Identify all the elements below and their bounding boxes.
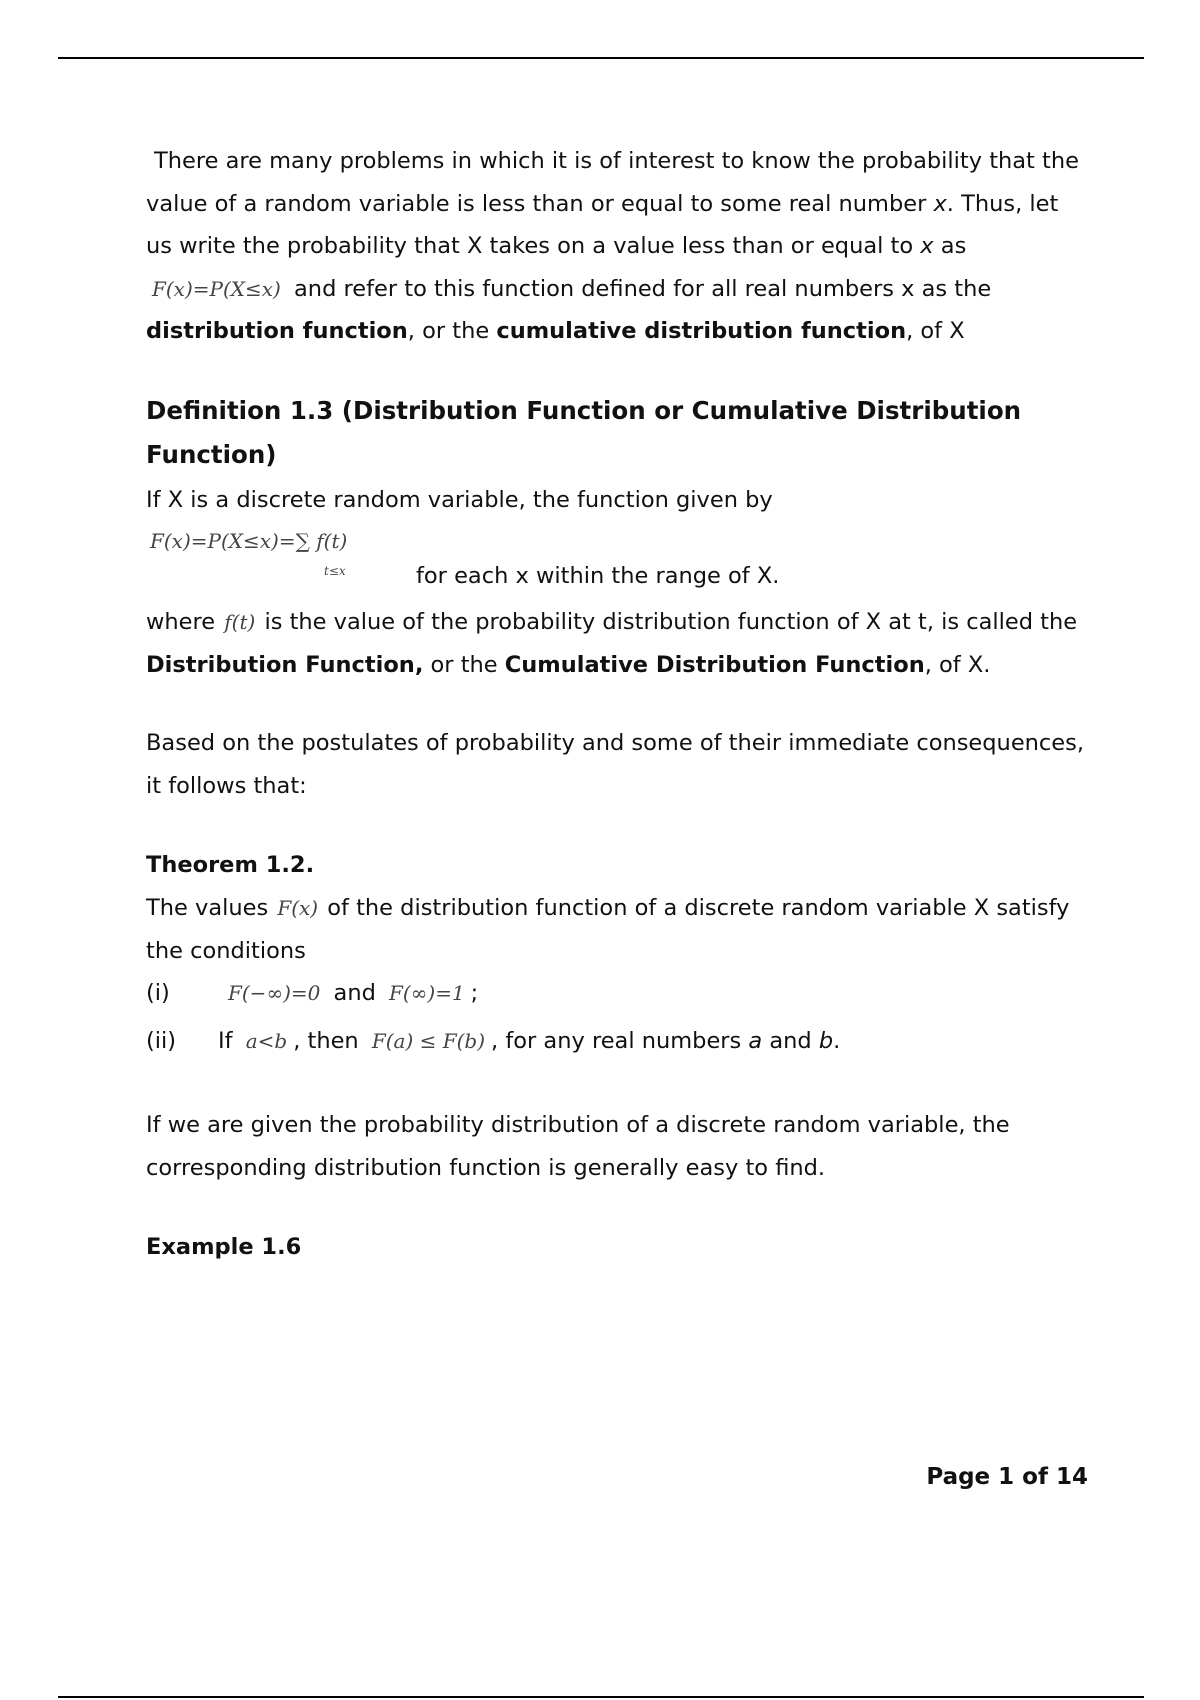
theorem-heading: Theorem 1.2. [146, 852, 315, 878]
definition-heading: Definition 1.3 (Distribution Function or Cumulative Distribution Function) [146, 395, 1022, 469]
theorem-intro: The values F(x) of the distribution function of a discrete random variable X satisfy the conditions [146, 895, 1070, 964]
definition-where: where f(t) is the value of the probability distribution function of X at t, is called the Distribution Function, or the Cumulative Distribution Function, of X. [146, 609, 1078, 678]
fx-formula: F(x) [277, 896, 319, 920]
sum-formula: F(x)=P(X≤x)=∑ f(t) [150, 529, 348, 553]
condition-number: (i) [146, 980, 170, 1006]
theorem-condition-2: (ii) If a<b , then F(a) ≤ F(b) , for any real numbers a and b. [146, 1020, 1091, 1068]
condition-formula: a<b [245, 1029, 288, 1053]
condition-formula: F(a) ≤ F(b) [371, 1029, 486, 1053]
definition-lead: If X is a discrete random variable, the function given by [146, 486, 773, 513]
bottom-rule [58, 1696, 1144, 1698]
closing-paragraph: If we are given the probability distribution of a discrete random variable, the corresponding distribution function is generally easy to find. [146, 1112, 1010, 1181]
cdf-formula: F(x)=P(X≤x) [152, 276, 281, 301]
example-heading: Example 1.6 [146, 1234, 302, 1260]
sum-formula-text: for each x within the range of X. [416, 563, 780, 589]
condition-number: (ii) [146, 1028, 177, 1054]
intro-formula-paragraph: F(x)=P(X≤x) and refer to this function defined for all real numbers x as the distribution function, or the cumulative distribution function, of X [146, 275, 992, 344]
condition-formula: F(−∞)=0 [228, 981, 321, 1005]
postulates-paragraph: Based on the postulates of probability and some of their immediate consequences, it follows that: [146, 730, 1085, 799]
ft-formula: f(t) [224, 610, 256, 634]
page-number: Page 1 of 14 [926, 1464, 1088, 1490]
sum-subscript: t≤x [324, 564, 346, 578]
intro-paragraph: There are many problems in which it is of interest to know the probability that the value of a random variable is less than or equal to some real number x. Thus, let us write the probability that X takes on a value less than or equal to x as [146, 148, 1079, 259]
page-content [146, 140, 1091, 1269]
sum-formula-row [146, 521, 1091, 599]
condition-formula: F(∞)=1 [389, 981, 465, 1005]
top-rule [58, 57, 1144, 59]
theorem-condition-1: (i) F(−∞)=0 and F(∞)=1 ; [146, 972, 1091, 1020]
